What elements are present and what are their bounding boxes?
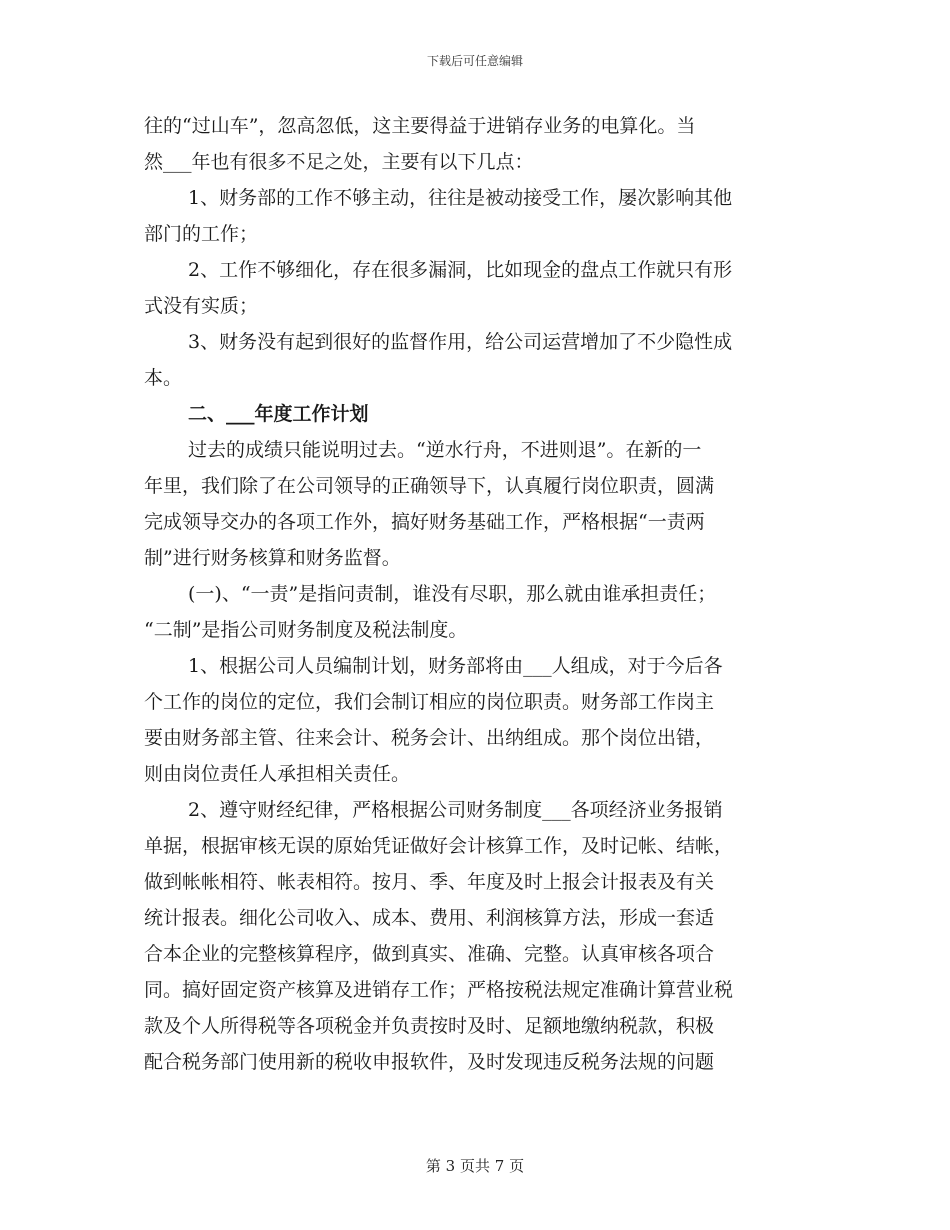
paragraph-line: 则由岗位责任人承担相关责任。: [144, 763, 411, 785]
paragraph-line: 做到帐帐相符、帐表相符。按月、季、年度及时上报会计报表及有关: [144, 871, 715, 893]
paragraph-line: 3、财务没有起到很好的监督作用，给公司运营增加了不少隐性成: [188, 331, 733, 353]
paragraph-line: 2、工作不够细化，存在很多漏洞，比如现金的盘点工作就只有形: [188, 259, 733, 281]
paragraph-line: 制”进行财务核算和财务监督。: [144, 547, 401, 569]
paragraph-line: 要由财务部主管、往来会计、税务会计、出纳组成。那个岗位出错，: [144, 727, 715, 749]
paragraph-line: 同。搞好固定资产核算及进销存工作；严格按税法规定准确计算营业税: [144, 979, 734, 1001]
paragraph-line: 往的“过山车”，忽高忽低，这主要得益于进销存业务的电算化。当: [144, 115, 696, 137]
section-heading: 二、___年度工作计划: [188, 403, 369, 425]
paragraph-line: 1、财务部的工作不够主动，往往是被动接受工作，屡次影响其他: [188, 187, 733, 209]
paragraph-line: 部门的工作；: [144, 223, 259, 245]
paragraph-line: 1、根据公司人员编制计划，财务部将由___人组成，对于今后各: [188, 655, 723, 677]
paragraph-line: 款及个人所得税等各项税金并负责按时及时、足额地缴纳税款，积极: [144, 1015, 715, 1037]
paragraph-line: 过去的成绩只能说明过去。“逆水行舟，不进则退”。在新的一: [188, 439, 702, 461]
paragraph-line: 个工作的岗位的定位，我们会制订相应的岗位职责。财务部工作岗主: [144, 691, 715, 713]
paragraph-line: “二制”是指公司财务制度及税法制度。: [144, 619, 468, 641]
paragraph-line: (一)、“一责”是指问责制，谁没有尽职，那么就由谁承担责任；: [188, 583, 717, 605]
paragraph-line: 统计报表。细化公司收入、成本、费用、利润核算方法，形成一套适: [144, 907, 715, 929]
paragraph-line: 式没有实质；: [144, 295, 259, 317]
paragraph-line: 完成领导交办的各项工作外，搞好财务基础工作，严格根据“一责两: [144, 511, 705, 533]
paragraph-line: 单据，根据审核无误的原始凭证做好会计核算工作，及时记帐、结帐，: [144, 835, 734, 857]
paragraph-line: 本。: [144, 367, 183, 389]
paragraph-line: 年里，我们除了在公司领导的正确领导下，认真履行岗位职责，圆满: [144, 475, 715, 497]
page-footer-number: 第 3 页共 7 页: [425, 1157, 525, 1175]
paragraph-line: 合本企业的完整核算程序，做到真实、准确、完整。认真审核各项合: [144, 943, 715, 965]
document-body: [144, 108, 808, 1080]
paragraph-line: 配合税务部门使用新的税收申报软件，及时发现违反税务法规的问题: [144, 1051, 715, 1073]
paragraph-line: 2、遵守财经纪律，严格根据公司财务制度___各项经济业务报销: [188, 799, 723, 821]
page-header-note: 下载后可任意编辑: [426, 54, 523, 68]
paragraph-line: 然___年也有很多不足之处，主要有以下几点：: [144, 151, 534, 173]
